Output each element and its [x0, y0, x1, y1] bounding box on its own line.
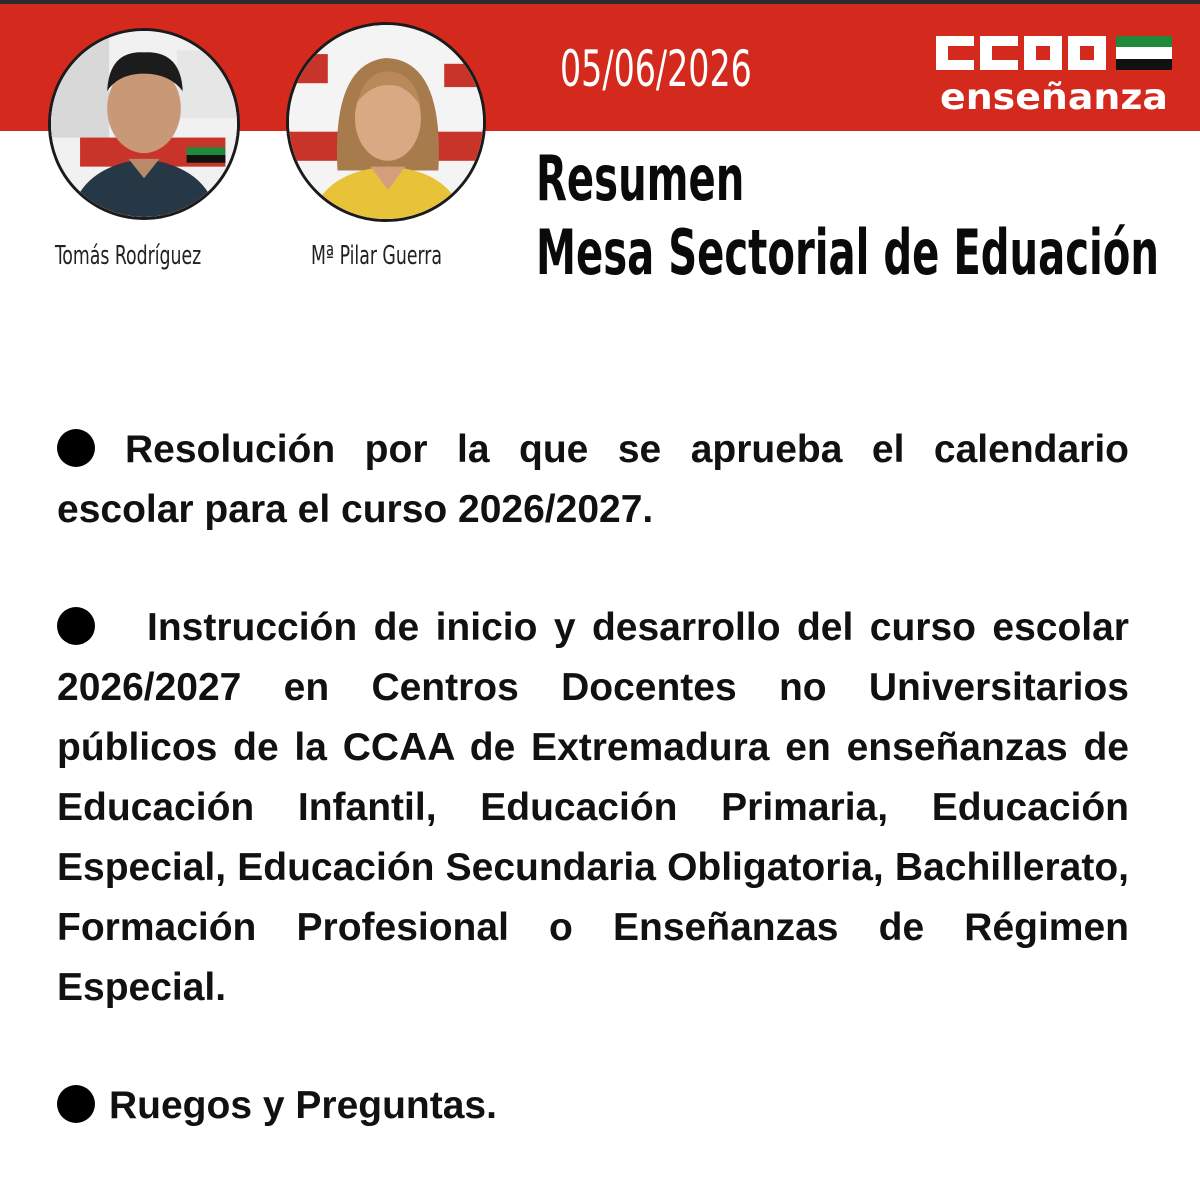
- agenda-item-text: Ruegos y Preguntas.: [109, 1084, 497, 1127]
- agenda-item: [57, 1076, 1129, 1136]
- meeting-date: 05/06/2026: [560, 40, 752, 98]
- svg-text:enseñanza: enseñanza: [940, 77, 1168, 116]
- agenda-item-text: Instrucción de inicio y desarrollo del curso escolar 2026/2027 en Centros Docentes no Universitarios públicos de la CCAA de Extremadura en enseñanzas de Educación Infantil, Educación Primaria, Educación Especial, Educación Secundaria Obligatoria, Bachillerato, Formación Profesional o Enseñanzas de Régimen Especial.: [57, 606, 1129, 1009]
- bullet-icon: [57, 607, 95, 645]
- avatar-pilar-guerra: [286, 22, 486, 222]
- avatar-tomas-rodriguez: [48, 28, 240, 220]
- page-title-line-1: Resumen: [536, 142, 745, 215]
- portrait-photo: [289, 25, 483, 219]
- portrait-photo: [51, 31, 237, 217]
- person-name: Tomás Rodríguez: [55, 241, 202, 271]
- ccoo-ensenanza-logo: [934, 30, 1174, 116]
- agenda-item: [57, 420, 1129, 540]
- page-title-line-2: Mesa Sectorial de Eduación: [536, 216, 1159, 289]
- person-name: Mª Pilar Guerra: [311, 241, 442, 271]
- agenda-list: [57, 420, 1129, 1194]
- agenda-item-text: Resolución por la que se aprueba el calendario escolar para el curso 2026/2027.: [57, 428, 1129, 531]
- bullet-icon: [57, 1085, 95, 1123]
- agenda-item: [57, 598, 1129, 1018]
- bullet-icon: [57, 429, 95, 467]
